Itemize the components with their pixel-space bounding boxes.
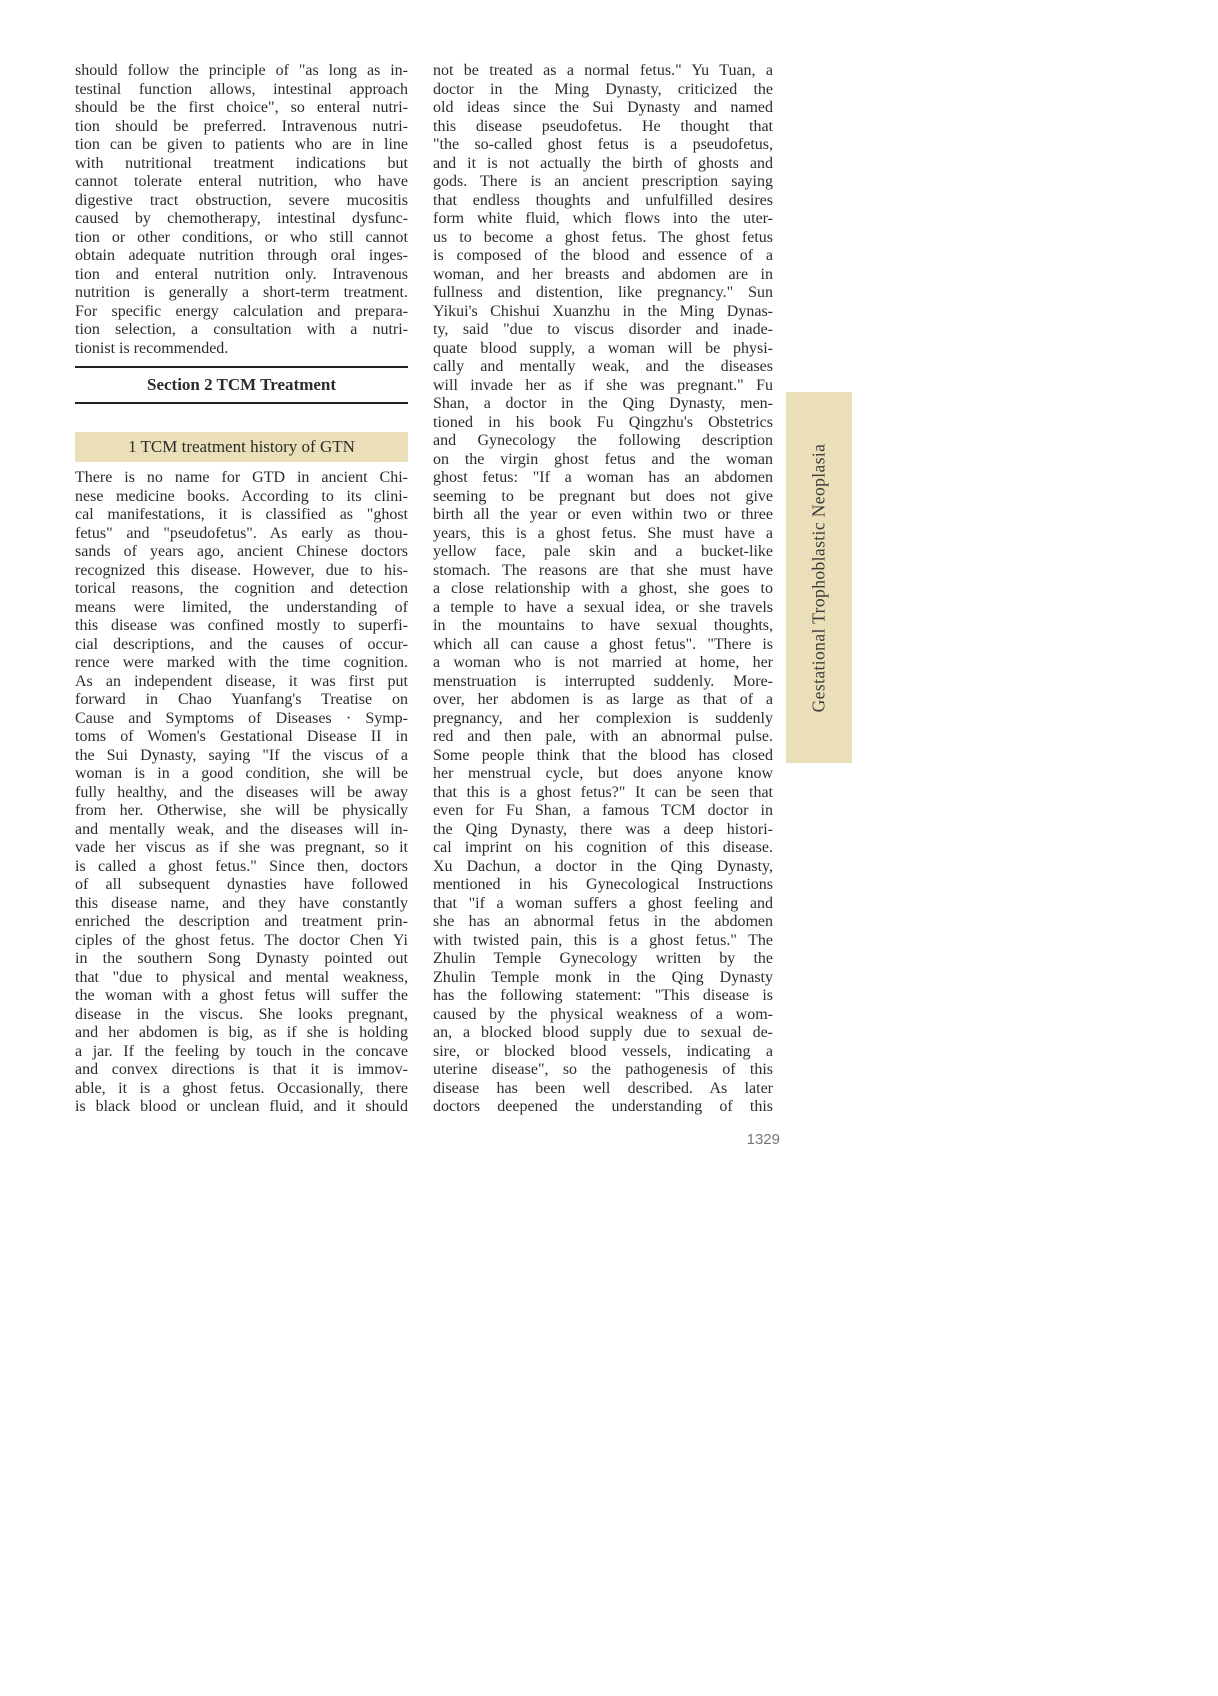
text-line: sire, or blocked blood vessels, indicating a <box>433 1042 773 1060</box>
text-line: nese medicine books. According to its clini- <box>75 487 408 505</box>
text-line: and Gynecology the following description <box>433 432 773 449</box>
text-line: that "if a woman suffers a ghost feeling and <box>433 894 773 912</box>
text-line: red and then pale, with an abnormal pulse. <box>433 728 773 745</box>
text-line: in the mountains to have sexual thoughts, <box>433 617 773 634</box>
text-line: fullness and distention, like pregnancy." Sun <box>433 284 773 301</box>
text-line: tion can be given to patients who are in line <box>75 136 408 153</box>
text-line: birth all the year or even within two or three <box>433 506 773 523</box>
text-line: woman is in a good condition, she will be <box>75 765 408 782</box>
text-line: caused by chemotherapy, intestinal dysfunc- <box>75 210 408 227</box>
text-line: There is no name for GTD in ancient Chi- <box>75 469 408 486</box>
text-line: the Qing Dynasty, there was a deep histori- <box>433 820 773 838</box>
text-line: doctors deepened the understanding of this <box>433 1098 773 1115</box>
text-line: that "due to physical and mental weakness, <box>75 968 408 986</box>
text-line: digestive tract obstruction, severe mucositis <box>75 191 408 209</box>
text-line: years, this is a ghost fetus. She must have a <box>433 524 773 542</box>
text-line: tioned in his book Fu Qingzhu's Obstetrics <box>433 413 773 431</box>
text-line: toms of Women's Gestational Disease II in <box>75 728 408 745</box>
text-line: Yikui's Chishui Xuanzhu in the Ming Dynas- <box>433 302 773 320</box>
text-line: on the virgin ghost fetus and the woman <box>433 450 773 468</box>
text-line: this disease name, and they have constantly <box>75 894 408 912</box>
text-line: should be the first choice", so enteral nutri- <box>75 99 408 116</box>
text-line: woman, and her breasts and abdomen are in <box>433 265 773 283</box>
text-line: her menstrual cycle, but does anyone know <box>433 765 773 782</box>
subsection-heading-highlight: 1 TCM treatment history of GTN <box>75 432 408 462</box>
text-line: menstruation is interrupted suddenly. More- <box>433 672 773 690</box>
paragraph-final-line: tionist is recommended. <box>75 339 229 357</box>
text-line: with nutritional treatment indications but <box>75 154 408 172</box>
text-line: able, it is a ghost fetus. Occasionally, there <box>75 1079 408 1097</box>
text-line: should follow the principle of "as long as in- <box>75 62 408 79</box>
text-line: which all can cause a ghost fetus". "There is <box>433 635 773 653</box>
text-line: stomach. The reasons are that she must have <box>433 561 773 579</box>
left-text-column <box>75 62 408 1117</box>
text-line: has the following statement: "This disease is <box>433 987 773 1004</box>
text-line: that this is a ghost fetus?" It can be seen that <box>433 783 773 801</box>
text-line: an, a blocked blood supply due to sexual de- <box>433 1024 773 1041</box>
text-line: enriched the description and treatment prin- <box>75 913 408 930</box>
text-line: fetus" and "pseudofetus". As early as thou- <box>75 524 408 542</box>
text-line: and mentally weak, and the diseases will in- <box>75 820 408 838</box>
text-line: in the southern Song Dynasty pointed out <box>75 950 408 967</box>
text-line: pregnancy, and her complexion is suddenly <box>433 709 773 727</box>
right-text-column <box>433 62 773 1117</box>
text-line: nutrition is generally a short-term treatment. <box>75 284 408 301</box>
text-line: For specific energy calculation and prepara- <box>75 302 408 320</box>
text-line: seeming to be pregnant but does not give <box>433 487 773 505</box>
text-line: Zhulin Temple monk in the Qing Dynasty <box>433 968 773 986</box>
text-line: quate blood supply, a woman will be physi- <box>433 339 773 357</box>
text-line: forward in Chao Yuanfang's Treatise on <box>75 691 408 708</box>
text-line: this disease was confined mostly to superfi- <box>75 617 408 634</box>
text-line: vade her viscus as if she was pregnant, so it <box>75 839 408 856</box>
chapter-side-tab-label: Gestational Trophoblastic Neoplasia <box>808 443 829 712</box>
text-line: torical reasons, the cognition and detection <box>75 580 408 597</box>
text-line: recognized this disease. However, due to his- <box>75 561 408 579</box>
text-line: tion and enteral nutrition only. Intravenous <box>75 265 408 283</box>
text-line: from her. Otherwise, she will be physically <box>75 802 408 819</box>
text-line: caused by the physical weakness of a wom- <box>433 1005 773 1023</box>
text-line: doctor in the Ming Dynasty, criticized the <box>433 80 773 98</box>
text-line: a temple to have a sexual idea, or she travels <box>433 598 773 616</box>
text-line: obtain adequate nutrition through oral inges- <box>75 247 408 264</box>
text-line: is composed of the blood and essence of a <box>433 247 773 264</box>
text-line: even for Fu Shan, a famous TCM doctor in <box>433 802 773 819</box>
text-line: "the so-called ghost fetus is a pseudofetus, <box>433 136 773 153</box>
text-line: cally and mentally weak, and the diseases <box>433 358 773 375</box>
section-heading: Section 2 TCM Treatment <box>75 366 408 404</box>
paragraph-enteral-nutrition <box>75 62 408 340</box>
text-line: is called a ghost fetus." Since then, doctors <box>75 857 408 875</box>
text-line: and her abdomen is big, as if she is holding <box>75 1024 408 1041</box>
text-line: mentioned in his Gynecological Instructions <box>433 876 773 893</box>
paragraph-ghost-fetus-history <box>433 62 773 1117</box>
text-line: means were limited, the understanding of <box>75 598 408 616</box>
text-line: of all subsequent dynasties have followed <box>75 876 408 893</box>
text-line: tion should be preferred. Intravenous nutri- <box>75 117 408 135</box>
text-line: ghost fetus: "If a woman has an abdomen <box>433 469 773 486</box>
text-line: sands of years ago, ancient Chinese doctors <box>75 543 408 560</box>
text-line: disease has been well described. As later <box>433 1079 773 1097</box>
text-line: will invade her as if she was pregnant." Fu <box>433 376 773 394</box>
text-line: ty, said "due to viscus disorder and inade- <box>433 321 773 338</box>
text-line: Xu Dachun, a doctor in the Qing Dynasty, <box>433 857 773 875</box>
chapter-side-tab <box>786 392 852 763</box>
text-line: cannot tolerate enteral nutrition, who have <box>75 173 408 190</box>
text-line: Zhulin Temple Gynecology written by the <box>433 950 773 967</box>
text-line: a jar. If the feeling by touch in the concave <box>75 1042 408 1060</box>
text-line: fully healthy, and the diseases will be away <box>75 783 408 801</box>
text-line: with twisted pain, this is a ghost fetus." The <box>433 931 773 949</box>
text-line: tion or other conditions, or who still cannot <box>75 228 408 246</box>
text-line: not be treated as a normal fetus." Yu Tuan, a <box>433 62 773 79</box>
text-line: cial descriptions, and the causes of occur- <box>75 635 408 653</box>
text-line: ciples of the ghost fetus. The doctor Chen Yi <box>75 931 408 949</box>
text-line: Shan, a doctor in the Qing Dynasty, men- <box>433 395 773 412</box>
text-line: Cause and Symptoms of Diseases · Symp- <box>75 709 408 727</box>
text-line: us to become a ghost fetus. The ghost fetus <box>433 228 773 246</box>
text-line: that endless thoughts and unfulfilled desires <box>433 191 773 209</box>
text-line: is black blood or unclean fluid, and it should <box>75 1098 408 1115</box>
text-line: yellow face, pale skin and a bucket-like <box>433 543 773 560</box>
text-line: form white fluid, which flows into the uter- <box>433 210 773 227</box>
text-line: cal imprint on his cognition of this disease. <box>433 839 773 856</box>
text-line: rence were marked with the time cognition. <box>75 654 408 671</box>
page-number: 1329 <box>746 1131 780 1148</box>
text-line: tion selection, a consultation with a nutri- <box>75 321 408 338</box>
text-line: this disease pseudofetus. He thought that <box>433 117 773 135</box>
text-line: a woman who is not married at home, her <box>433 654 773 671</box>
text-line: As an independent disease, it was first put <box>75 672 408 690</box>
text-line: over, her abdomen is as large as that of a <box>433 691 773 708</box>
text-line: disease in the viscus. She looks pregnant, <box>75 1005 408 1023</box>
text-line: testinal function allows, intestinal approach <box>75 80 408 98</box>
text-line: gods. There is an ancient prescription saying <box>433 173 773 190</box>
text-line: uterine disease", so the pathogenesis of this <box>433 1061 773 1078</box>
text-line: Some people think that the blood has closed <box>433 746 773 764</box>
text-line: and convex directions is that it is immov- <box>75 1061 408 1078</box>
text-line: she has an abnormal fetus in the abdomen <box>433 913 773 930</box>
text-line: the Sui Dynasty, saying "If the viscus of a <box>75 746 408 764</box>
text-line: old ideas since the Sui Dynasty and named <box>433 99 773 116</box>
text-line: the woman with a ghost fetus will suffer the <box>75 987 408 1004</box>
text-line: and it is not actually the birth of ghosts and <box>433 154 773 172</box>
text-line: cal manifestations, it is classified as "ghost <box>75 506 408 523</box>
text-line: a close relationship with a ghost, she goes to <box>433 580 773 597</box>
paragraph-tcm-history <box>75 469 408 1117</box>
